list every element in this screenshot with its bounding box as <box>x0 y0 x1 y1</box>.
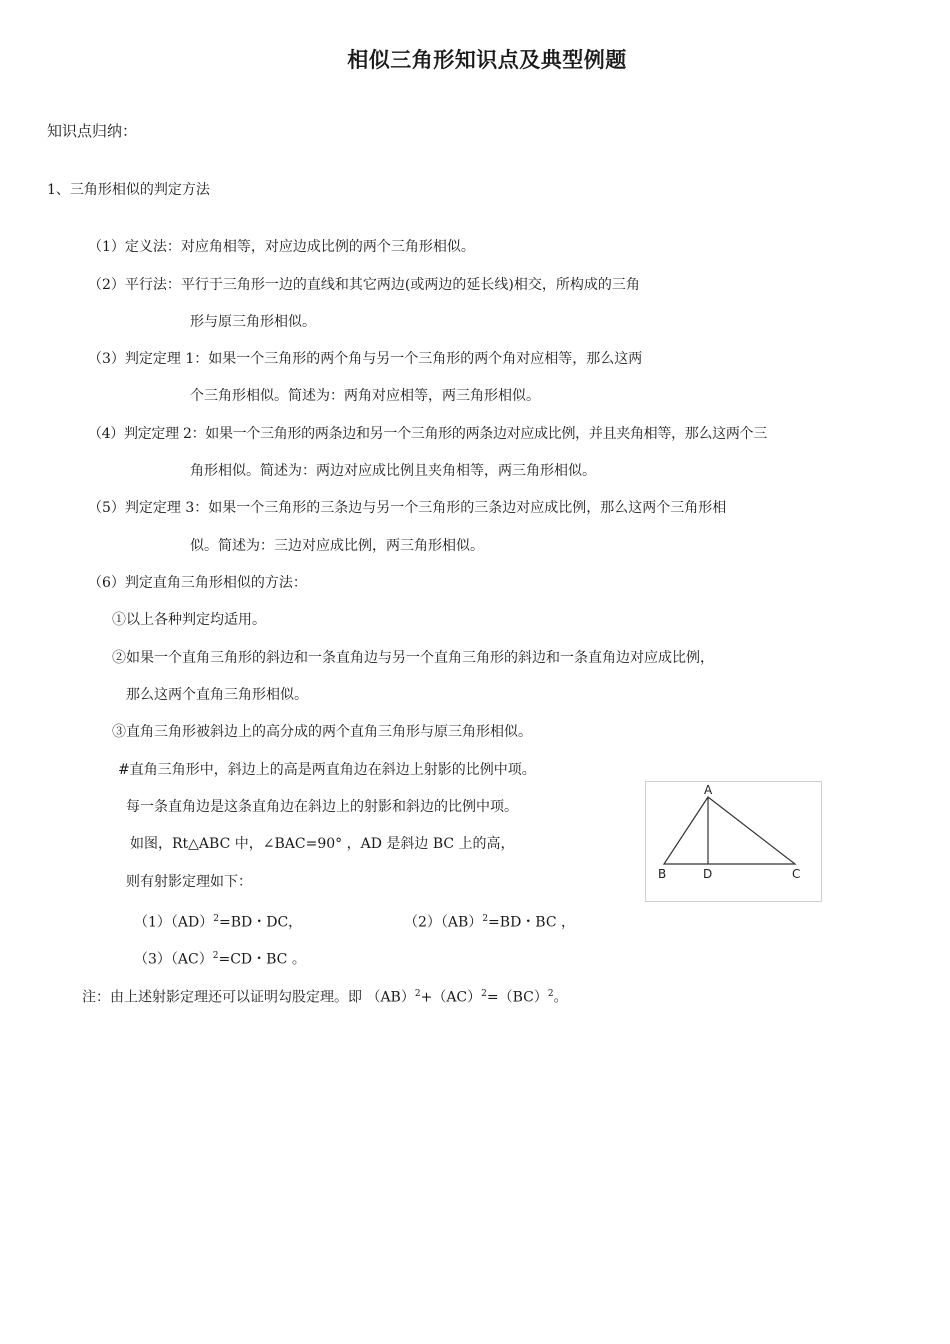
summary-heading: 知识点归纳： <box>47 122 138 140</box>
label-d: D <box>703 867 713 881</box>
method-6-line1: （6）判定直角三角形相似的方法： <box>88 575 307 591</box>
triangle-abc <box>664 797 795 864</box>
right-triangle-rule-b1: ②如果一个直角三角形的斜边和一条直角边与另一个直角三角形的斜边和一条直角边对应成比例， <box>112 650 714 666</box>
method-2-line1: （2）平行法：平行于三角形一边的直线和其它两边(或两边的延长线)相交，所构成的三角 <box>88 277 640 293</box>
method-2-line2: 形与原三角形相似。 <box>190 314 316 330</box>
right-triangle-rule-b2: 那么这两个直角三角形相似。 <box>126 687 308 703</box>
method-1-line1: （1）定义法：对应角相等，对应边成比例的两个三角形相似。 <box>88 239 475 255</box>
label-c: C <box>792 867 801 881</box>
method-3-line1: （3）判定定理 1：如果一个三角形的两个角与另一个三角形的两个角对应相等，那么这两 <box>88 351 643 367</box>
section-heading: 1、三角形相似的判定方法 <box>47 182 210 198</box>
method-4-line1: （4）判定定理 2：如果一个三角形的两条边和另一个三角形的两条边对应成比例，并且夹角相等，那么这两个三 <box>88 426 767 442</box>
triangle-diagram <box>646 782 821 901</box>
method-5-line1: （5）判定定理 3：如果一个三角形的三条边与另一个三角形的三条边对应成比例，那么这两个三角形相 <box>88 500 727 516</box>
label-a: A <box>704 783 713 797</box>
page-title: 相似三角形知识点及典型例题 <box>347 48 627 72</box>
label-b: B <box>658 867 667 881</box>
footnote: 注：由上述射影定理还可以证明勾股定理。即 （AB）$^2$+（AC）$^2$=（BC）$^2$。 <box>82 989 568 1006</box>
method-5-line2: 似。简述为：三边对应成比例，两三角形相似。 <box>190 538 484 554</box>
projection-note-2: 每一条直角边是这条直角边在斜边上的射影和斜边的比例中项。 <box>126 799 518 815</box>
formula-1: （1）（AD）$^2$=BD・DC， <box>134 914 303 931</box>
triangle-figure <box>645 781 822 902</box>
theorem-intro: 则有射影定理如下： <box>126 874 252 890</box>
right-triangle-rule-a: ①以上各种判定均适用。 <box>112 612 266 628</box>
method-4-line2: 角形相似。简述为：两边对应成比例且夹角相等，两三角形相似。 <box>190 463 596 479</box>
formula-2: （2）（AB）$^2$=BD・BC ， <box>404 914 575 931</box>
method-3-line2: 个三角形相似。简述为：两角对应相等，两三角形相似。 <box>190 388 540 404</box>
right-triangle-rule-c: ③直角三角形被斜边上的高分成的两个直角三角形与原三角形相似。 <box>112 724 532 740</box>
figure-description: 如图，Rt△ABC 中，∠BAC=90° ，AD 是斜边 BC 上的高， <box>130 836 515 852</box>
projection-note-1: #直角三角形中，斜边上的高是两直角边在斜边上射影的比例中项。 <box>118 762 536 778</box>
formula-3: （3）（AC）$^2$=CD・BC 。 <box>134 951 306 968</box>
